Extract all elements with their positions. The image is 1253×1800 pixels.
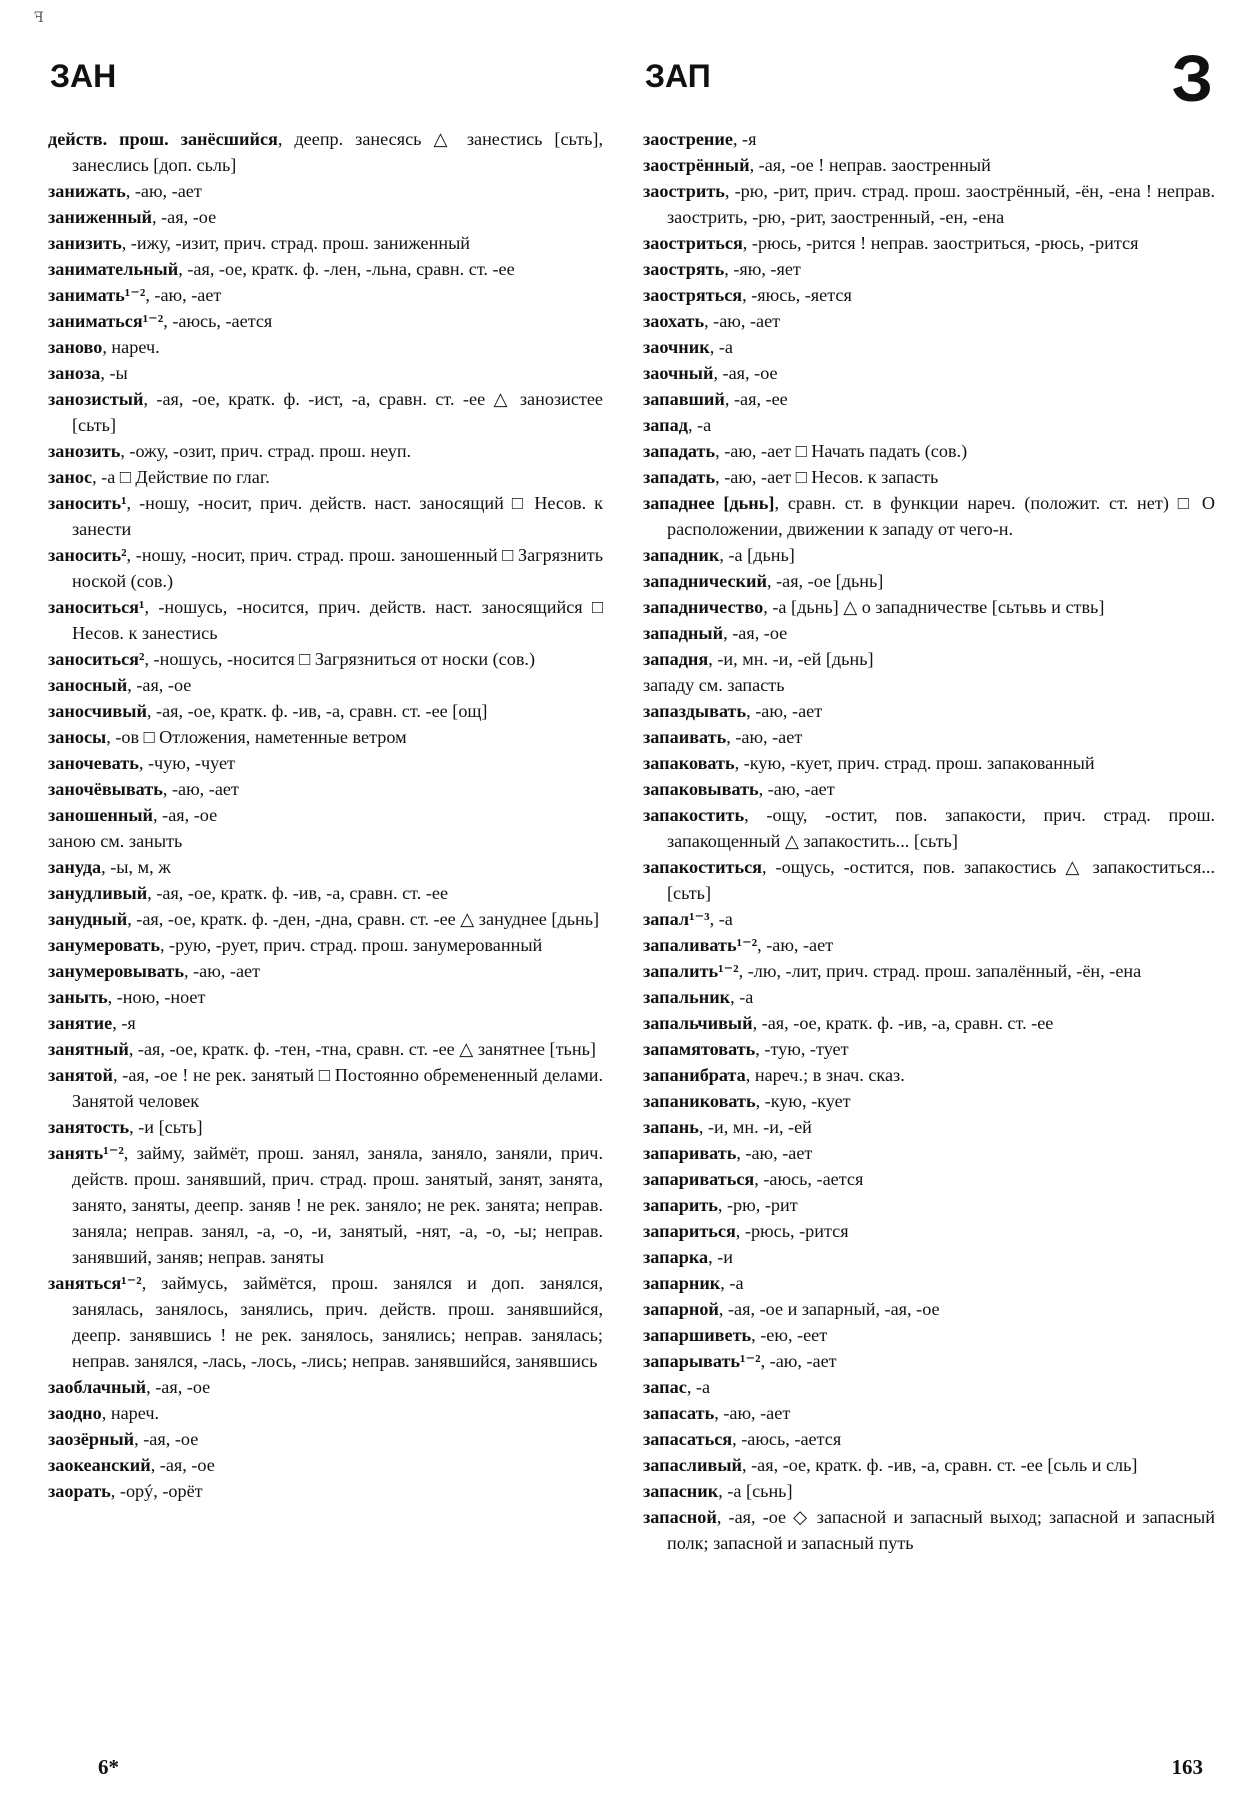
dictionary-entry: запарной, -ая, -ое и запарный, -ая, -ое [643,1299,940,1319]
dictionary-entry: запамятовать, -тую, -тует [643,1039,849,1059]
dictionary-entry: заночевать, -чую, -чует [48,753,235,773]
dictionary-entry: заострить, -рю, -рит, прич. страд. прош. заострённый, -ён, -ена ! неправ. заострить, -рю, -рит, заостренный, -ен, -ена [643,181,1215,227]
dictionary-entry: заострение, -я [643,129,757,149]
dictionary-entry: запас, -а [643,1377,711,1397]
dictionary-entry: заноза, -ы [48,363,128,383]
dictionary-entry: запаривать, -аю, -ает [643,1143,813,1163]
dictionary-entry: запаковать, -кую, -кует, прич. страд. прош. запакованный [643,753,1095,773]
dictionary-entry: зануда, -ы, м, ж [48,857,171,877]
dictionary-entry: заною см. заныть [48,831,183,851]
dictionary-entry: запальчивый, -ая, -ое, кратк. ф. -ив, -а, сравн. ст. -ее [643,1013,1054,1033]
dictionary-entry: заново, нареч. [48,337,160,357]
dictionary-entry: запасник, -а [сьнь] [643,1481,793,1501]
dictionary-entry: запаковывать, -аю, -ает [643,779,835,799]
dictionary-entry: занижать, -аю, -ает [48,181,202,201]
dictionary-entry: заодно, нареч. [48,1403,160,1423]
dictionary-entry: запавший, -ая, -ее [643,389,788,409]
dictionary-entry: запал¹⁻³, -а [643,909,733,929]
dictionary-entry: заостриться, -рюсь, -рится ! неправ. заостриться, -рюсь, -рится [643,233,1139,253]
dictionary-entry: западник, -а [дьнь] [643,545,795,565]
dictionary-entry: запасливый, -ая, -ое, кратк. ф. -ив, -а, сравн. ст. -ее [сьль и сль] [643,1455,1138,1475]
dictionary-entry: заносы, -ов □ Отложения, наметенные ветром [48,727,407,747]
dictionary-entry: заносить², -ношу, -носит, прич. страд. прош. заношенный □ Загрязнить ноской (сов.) [48,545,603,591]
dictionary-entry: запарить, -рю, -рит [643,1195,798,1215]
dictionary-entry: западнее [дьнь], сравн. ст. в функции нареч. (положит. ст. нет) □ О расположении, движении к западу от чего-н. [643,493,1215,539]
dictionary-entry: западать, -аю, -ает □ Начать падать (сов.) [643,441,968,461]
dictionary-entry: запад, -а [643,415,712,435]
dictionary-entry: западнический, -ая, -ое [дьнь] [643,571,884,591]
running-head-right: ЗАП [645,58,711,94]
dictionary-entry: запакоститься, -ощусь, -остится, пов. запакостись △ запакоститься... [сьть] [643,857,1215,903]
dictionary-entry: занять¹⁻², займу, займёт, прош. занял, заняла, заняло, заняли, прич. действ. прош. занявший, прич. страд. прош. занятый, занят, занята, занято, заняты, деепр. заняв ! не рек. заняло; не рек. занята; неправ. заняла; неправ. занял, -а, -о, -и, занятый, -нят, -а, -о, -ы; неправ. занявший, заняв; неправ. заняты [48,1143,603,1267]
dictionary-entry: заочник, -а [643,337,733,357]
dictionary-entry: занудливый, -ая, -ое, кратк. ф. -ив, -а, сравн. ст. -ее [48,883,449,903]
dictionary-entry: запаздывать, -аю, -ает [643,701,823,721]
dictionary-entry: занумеровать, -рую, -рует, прич. страд. прош. занумерованный [48,935,543,955]
dictionary-entry: занимательный, -ая, -ое, кратк. ф. -лен, -льна, сравн. ст. -ее [48,259,515,279]
dictionary-entry: занимать¹⁻², -аю, -ает [48,285,222,305]
dictionary-entry: запакостить, -ощу, -остит, пов. запакости, прич. страд. прош. запакощенный △ запакостить... [сьть] [643,805,1215,851]
dictionary-entry: запасать, -аю, -ает [643,1403,791,1423]
dictionary-entry: заносный, -ая, -ое [48,675,192,695]
dictionary-entry: западничество, -а [дьнь] △ о западничестве [сьтьвь и ствь] [643,597,1105,617]
dictionary-entry: заношенный, -ая, -ое [48,805,218,825]
dictionary-entry: занумеровывать, -аю, -ает [48,961,261,981]
dictionary-entry: западать, -аю, -ает □ Несов. к запасть [643,467,939,487]
dictionary-entry: запариваться, -аюсь, -ается [643,1169,864,1189]
dictionary-entry: занятой, -ая, -ое ! не рек. занятый □ Постоянно обремененный делами. Занятой человек [48,1065,603,1111]
dictionary-entry: заниматься¹⁻², -аюсь, -ается [48,311,273,331]
dictionary-entry: заострять, -яю, -яет [643,259,801,279]
dictionary-entry: заноситься¹, -ношусь, -носится, прич. действ. наст. заносящийся □ Несов. к занестись [48,597,603,643]
dictionary-entry: запаливать¹⁻², -аю, -ает [643,935,834,955]
dictionary-entry: западня, -и, мн. -и, -ей [дьнь] [643,649,874,669]
section-letter: З [1171,41,1213,115]
dictionary-entry: заноситься², -ношусь, -носится □ Загрязниться от носки (сов.) [48,649,536,669]
running-head-left: ЗАН [50,58,117,94]
right-column [643,126,1215,1556]
dictionary-entry: запарка, -и [643,1247,734,1267]
dictionary-entry: запаршиветь, -ею, -еет [643,1325,828,1345]
dictionary-entry: запаивать, -аю, -ает [643,727,803,747]
dictionary-entry: западный, -ая, -ое [643,623,788,643]
dictionary-entry: заоблачный, -ая, -ое [48,1377,211,1397]
dictionary-entry: заочный, -ая, -ое [643,363,778,383]
dictionary-entry: запанибрата, нареч.; в знач. сказ. [643,1065,905,1085]
dictionary-entry: занудный, -ая, -ое, кратк. ф. -ден, -дна, сравн. ст. -ее △ зануднее [дьнь] [48,909,600,929]
dictionary-entry: западу см. запасть [643,675,785,695]
dictionary-entry: занизить, -ижу, -изит, прич. страд. прош. заниженный [48,233,471,253]
dictionary-entry: запалить¹⁻², -лю, -лит, прич. страд. прош. запалённый, -ён, -ена [643,961,1142,981]
dictionary-entry: заохать, -аю, -ает [643,311,781,331]
dictionary-entry: занятость, -и [сьть] [48,1117,203,1137]
dictionary-entry: запариться, -рюсь, -рится [643,1221,849,1241]
dictionary-entry: занос, -а □ Действие по глаг. [48,467,270,487]
dictionary-entry: заняться¹⁻², займусь, займётся, прош. занялся и доп. занялся, занялась, занялось, занялись, прич. действ. прош. занявшийся, деепр. занявшись ! не рек. занялось, занялись; неправ. занялась; неправ. занялся, -лась, -лось, -лись; неправ. занявшийся, занявшись [48,1273,603,1371]
dictionary-entry: заносить¹, -ношу, -носит, прич. действ. наст. заносящий □ Несов. к занести [48,493,603,539]
dictionary-entry: заорать, -орý, -орёт [48,1481,203,1501]
dictionary-entry: запаниковать, -кую, -кует [643,1091,851,1111]
dictionary-entry: заночёвывать, -аю, -ает [48,779,239,799]
dictionary-entry: запань, -и, мн. -и, -ей [643,1117,812,1137]
dictionary-entry: заостряться, -яюсь, -яется [643,285,852,305]
page-number: 163 [1171,1755,1203,1779]
dictionary-entry: занятный, -ая, -ое, кратк. ф. -тен, -тна, сравн. ст. -ее △ занятнее [тьнь] [48,1039,596,1059]
dictionary-entry: действ. прош. занёсшийся, деепр. занесясь △ занестись [сьть], занеслись [доп. сьль] [48,129,604,175]
dictionary-entry: заныть, -ною, -ноет [48,987,206,1007]
dictionary-entry: запарывать¹⁻², -аю, -ает [643,1351,837,1371]
dictionary-entry: заострённый, -ая, -ое ! неправ. заостренный [643,155,991,175]
dictionary-entry: запальник, -а [643,987,754,1007]
dictionary-entry: заниженный, -ая, -ое [48,207,217,227]
dictionary-entry: запасаться, -аюсь, -ается [643,1429,842,1449]
dictionary-entry: занозистый, -ая, -ое, кратк. ф. -ист, -а, сравн. ст. -ее △ занозистее [сьть] [48,389,603,435]
dictionary-entry: занятие, -я [48,1013,136,1033]
dictionary-entry: занозить, -ожу, -озит, прич. страд. прош. неуп. [48,441,412,461]
dictionary-entry: запасной, -ая, -ое ◇ запасной и запасный выход; запасной и запасный полк; запасной и запасный путь [643,1507,1215,1553]
dictionary-entry: заносчивый, -ая, -ое, кратк. ф. -ив, -а, сравн. ст. -ее [ощ] [48,701,488,721]
left-column [48,126,603,1504]
dictionary-entry: запарник, -а [643,1273,744,1293]
corner-mark: ꟻ [34,11,44,26]
signature-mark: 6* [98,1755,119,1779]
dictionary-entry: заокеанский, -ая, -ое [48,1455,215,1475]
dictionary-entry: заозёрный, -ая, -ое [48,1429,199,1449]
